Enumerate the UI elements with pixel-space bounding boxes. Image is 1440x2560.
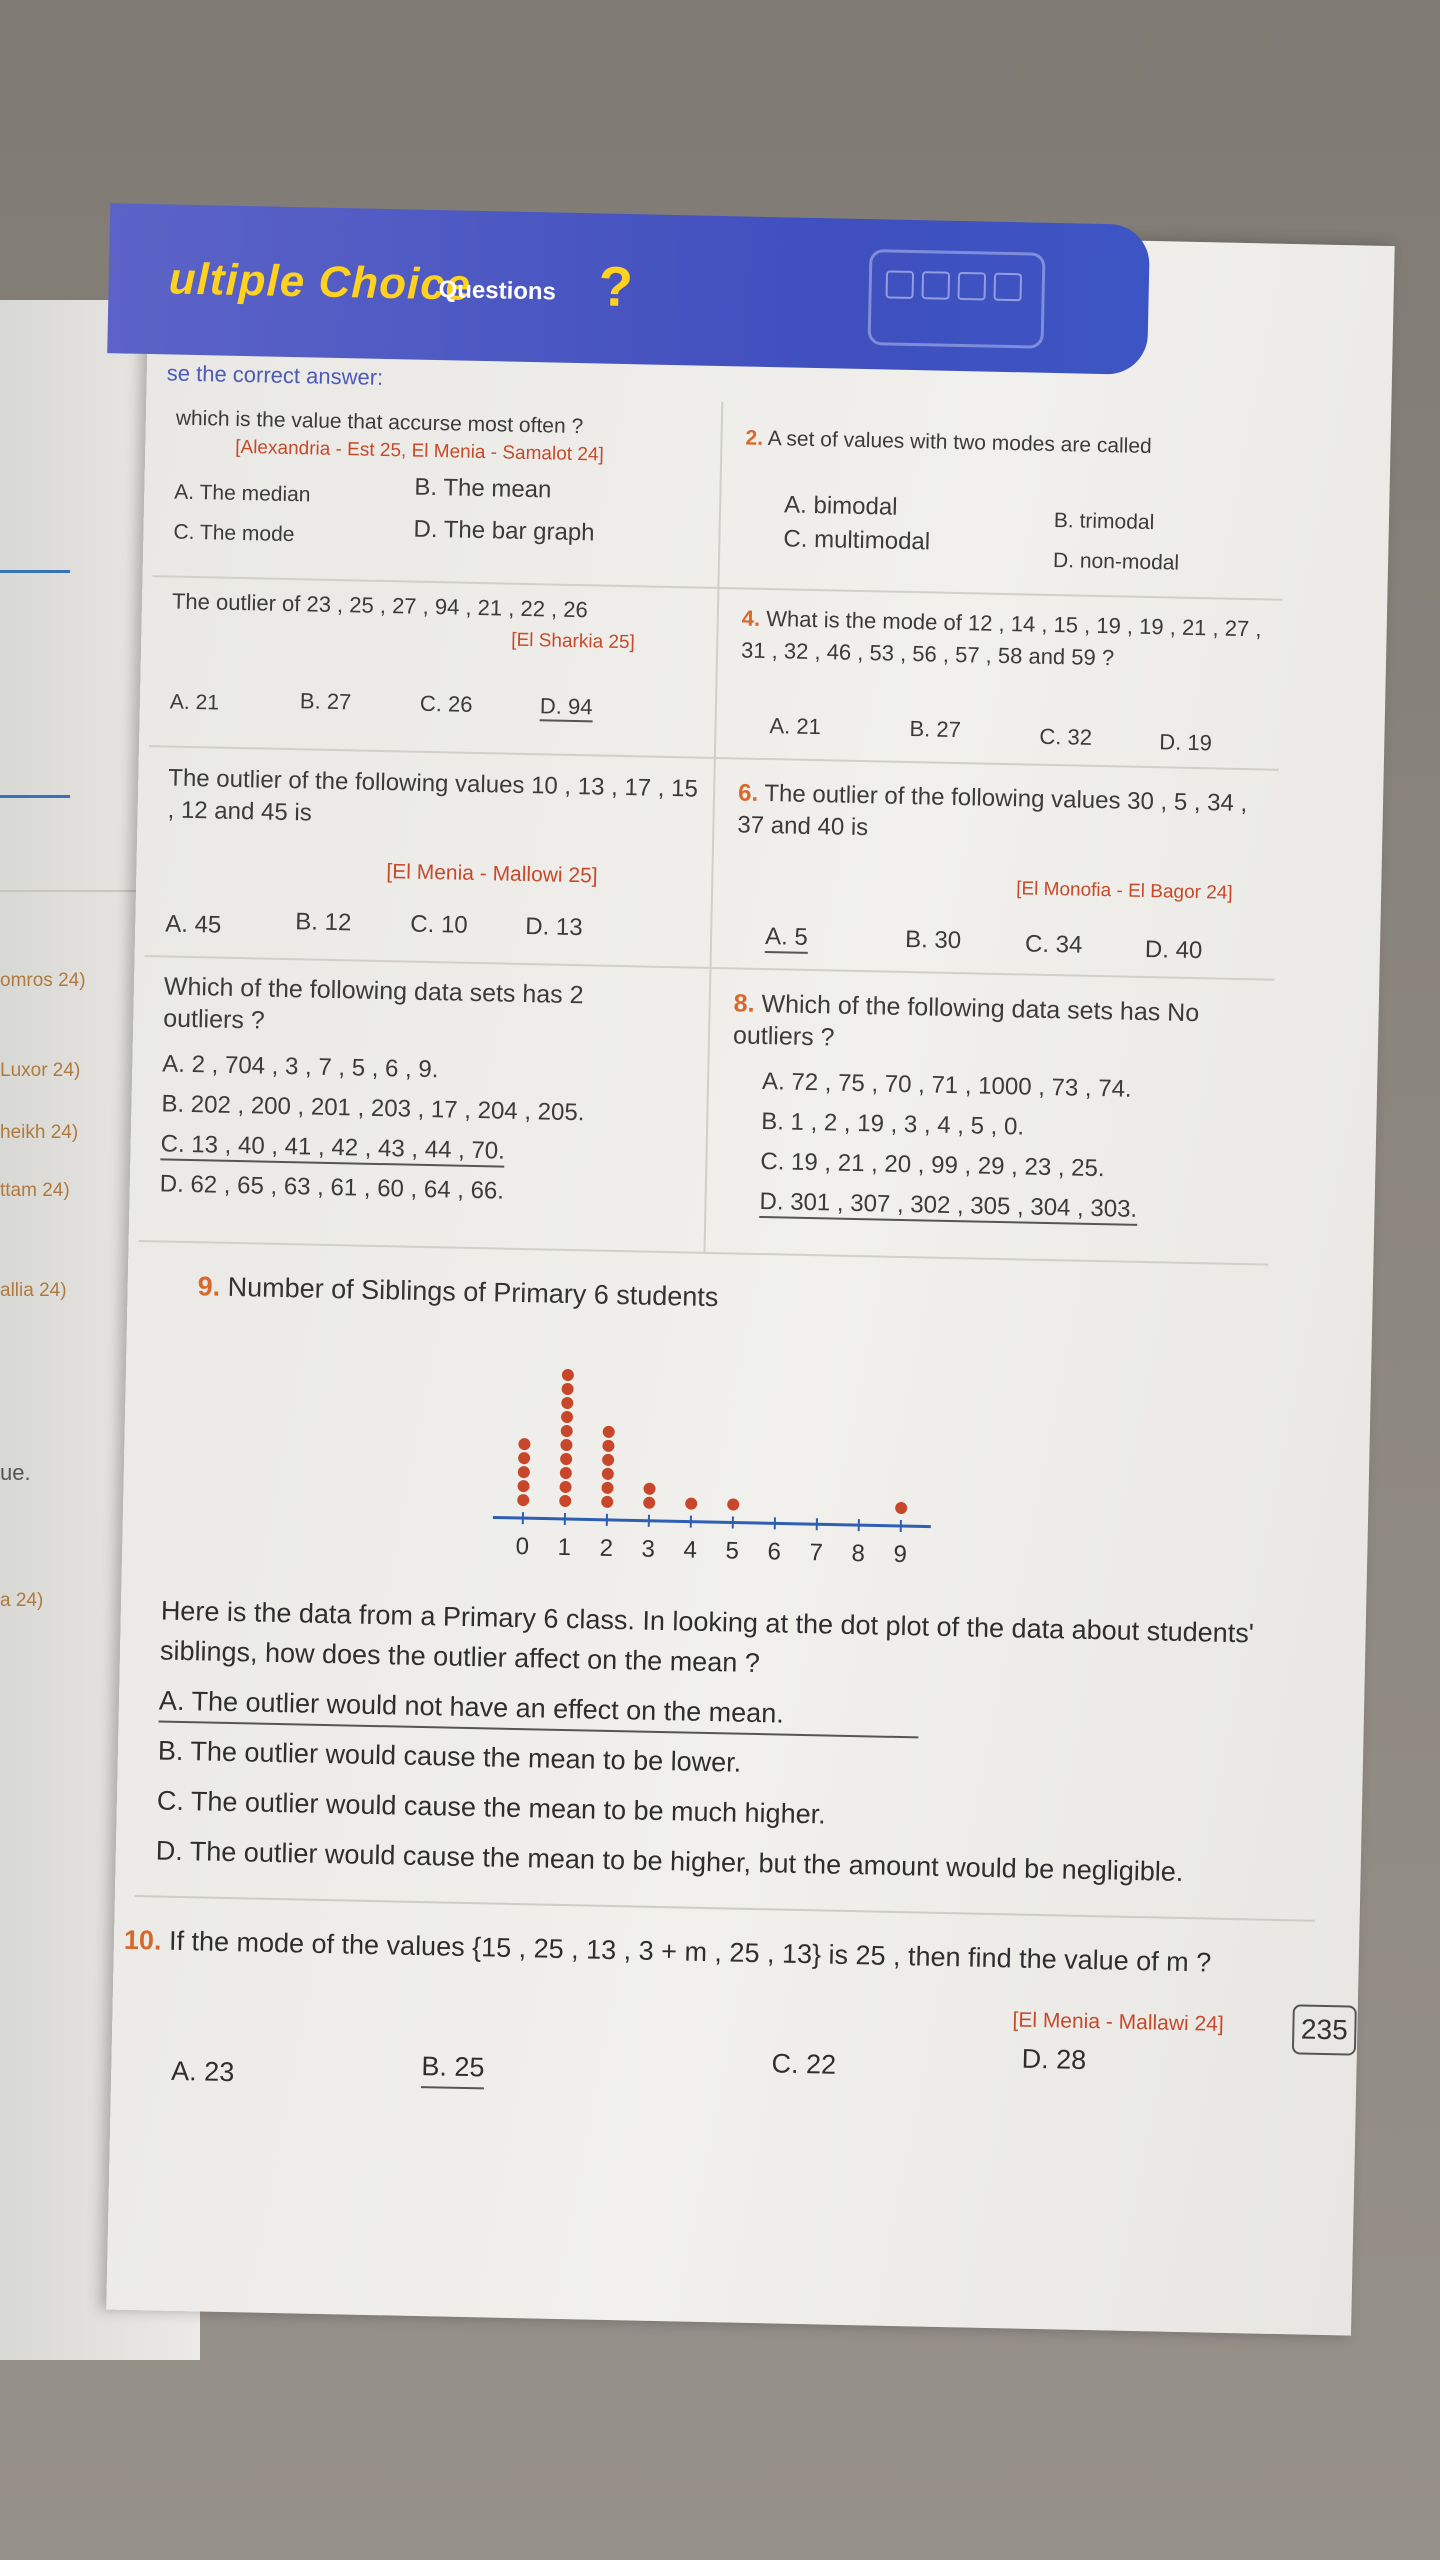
question-5-text: The outlier of the following values 10 , 13 , 17 , 15 , 12 and 45 is <box>167 764 699 827</box>
section-divider <box>135 1895 1315 1922</box>
questions-grid <box>139 390 1287 1263</box>
siblings-dot-plot <box>482 1327 987 1587</box>
section-banner <box>107 203 1150 375</box>
question-5-option-d[interactable]: D. 13 <box>525 913 583 942</box>
question-4-number: 4. <box>741 605 761 631</box>
data-dot <box>643 1483 655 1495</box>
data-dot <box>517 1494 529 1506</box>
question-6-option-a[interactable]: A. 5 <box>765 923 808 954</box>
left-fragment: ttam 24) <box>0 1180 70 1201</box>
question-5-option-c[interactable]: C. 10 <box>410 910 468 939</box>
question-2-option-b[interactable]: B. trimodal <box>1053 508 1155 535</box>
question-7-option-d[interactable]: D. 62 , 65 , 63 , 61 , 60 , 64 , 66. <box>159 1170 505 1205</box>
question-9-option-d[interactable]: D. The outlier would cause the mean to be higher, but the amount would be negligible. <box>155 1835 1184 1887</box>
question-10-option-d[interactable]: D. 28 <box>1021 2043 1087 2076</box>
tick-label: 4 <box>683 1536 698 1564</box>
question-mark-icon: ? <box>598 254 634 319</box>
question-6-option-c[interactable]: C. 34 <box>1024 930 1083 959</box>
question-4-option-c[interactable]: C. 32 <box>1039 723 1093 750</box>
question-4-option-b[interactable]: B. 27 <box>909 716 962 743</box>
question-7-text: Which of the following data sets has 2 outliers ? <box>162 972 584 1035</box>
data-dot <box>602 1440 614 1452</box>
data-dot <box>643 1497 655 1509</box>
question-3-text: The outlier of 23 , 25 , 27 , 94 , 21 , 22 , 26 <box>171 588 589 623</box>
question-5-source: [El Menia - Mallowi 25] <box>386 860 598 888</box>
question-1-option-a[interactable]: A. The median <box>174 480 311 507</box>
left-rule <box>0 795 70 798</box>
left-fragment: omros 24) <box>0 970 86 991</box>
question-6-source: [El Monofia - El Bagor 24] <box>1015 878 1233 904</box>
question-1-option-d[interactable]: D. The bar graph <box>413 515 595 547</box>
question-6-option-d[interactable]: D. 40 <box>1144 935 1203 965</box>
question-2-text: A set of values with two modes are called <box>767 426 1152 459</box>
tick-label: 6 <box>767 1538 782 1566</box>
data-dot <box>895 1502 907 1514</box>
question-8-option-a[interactable]: A. 72 , 75 , 70 , 71 , 1000 , 73 , 74. <box>761 1068 1132 1103</box>
question-10-option-c[interactable]: C. 22 <box>771 2048 837 2080</box>
question-9-option-a[interactable]: A. The outlier would not have an effect on the mean. <box>159 1681 920 1739</box>
question-3-option-c[interactable]: C. 26 <box>419 690 473 717</box>
question-10-number: 10. <box>123 1924 162 1956</box>
tick-label: 3 <box>641 1535 656 1563</box>
question-6-text: The outlier of the following values 30 , 5 , 34 , 37 and 40 is <box>737 779 1248 842</box>
question-4-option-a[interactable]: A. 21 <box>769 713 822 740</box>
question-1-source: [Alexandria - Est 25, El Menia - Samalot 24] <box>235 436 604 466</box>
data-dot <box>559 1495 571 1507</box>
question-10-text: If the mode of the values {15 , 25 , 13 , 3 + m , 25 , 13} is 25 , then find the value of m ? <box>168 1925 1212 1978</box>
question-7-option-b[interactable]: B. 202 , 200 , 201 , 203 , 17 , 204 , 205. <box>161 1090 585 1127</box>
question-3-option-a[interactable]: A. 21 <box>169 690 220 715</box>
instruction-text: se the correct answer: <box>166 360 384 390</box>
banner-subtitle: Questions <box>438 276 557 306</box>
data-dot <box>559 1481 571 1493</box>
question-2-option-a[interactable]: A. bimodal <box>783 491 898 521</box>
left-fragment: ue. <box>0 1460 31 1485</box>
data-dot <box>603 1426 615 1438</box>
data-dot <box>561 1383 573 1395</box>
question-9-number: 9. <box>197 1271 221 1302</box>
question-4-option-d[interactable]: D. 19 <box>1159 729 1213 756</box>
data-dot <box>560 1467 572 1479</box>
question-6-number: 6. <box>737 779 759 807</box>
question-8-text: Which of the following data sets has No outliers ? <box>732 989 1200 1052</box>
tick-label: 9 <box>893 1540 908 1569</box>
question-5-option-b[interactable]: B. 12 <box>295 908 352 937</box>
question-1-text: which is the value that accurse most often ? <box>175 406 584 439</box>
data-dot <box>685 1497 697 1509</box>
question-9-option-c[interactable]: C. The outlier would cause the mean to be much higher. <box>156 1785 826 1830</box>
question-5-option-a[interactable]: A. 45 <box>164 910 222 939</box>
question-7-option-c[interactable]: C. 13 , 40 , 41 , 42 , 43 , 44 , 70. <box>160 1130 505 1167</box>
tick-label: 5 <box>725 1537 740 1565</box>
data-dot <box>517 1480 529 1492</box>
data-dot <box>601 1496 613 1508</box>
keyboard-icon <box>868 249 1046 349</box>
left-fragment: a 24) <box>0 1590 44 1611</box>
question-2-option-c[interactable]: C. multimodal <box>783 525 931 556</box>
left-fragment: allia 24) <box>0 1280 67 1301</box>
question-10-option-b[interactable]: B. 25 <box>421 2046 485 2089</box>
data-dot <box>518 1466 530 1478</box>
left-rule <box>0 570 70 573</box>
question-3-option-d[interactable]: D. 94 <box>540 693 593 722</box>
data-dot <box>560 1439 572 1451</box>
question-8-option-b[interactable]: B. 1 , 2 , 19 , 3 , 4 , 5 , 0. <box>760 1108 1025 1141</box>
tick-label: 0 <box>515 1532 530 1561</box>
question-10-option-a[interactable]: A. 23 <box>170 2055 235 2088</box>
data-dot <box>601 1482 613 1494</box>
question-1-option-b[interactable]: B. The mean <box>414 473 552 504</box>
data-dot <box>561 1397 573 1409</box>
banner-title: ultiple Choice <box>168 254 472 310</box>
question-2-number: 2. <box>745 426 764 450</box>
data-dot <box>518 1452 530 1464</box>
data-dot <box>561 1425 573 1437</box>
page-number: 235 <box>1292 2004 1357 2055</box>
question-3-option-b[interactable]: B. 27 <box>299 688 352 715</box>
question-8-option-d[interactable]: D. 301 , 307 , 302 , 305 , 304 , 303. <box>759 1188 1137 1226</box>
question-8-option-c[interactable]: C. 19 , 21 , 20 , 99 , 29 , 23 , 25. <box>760 1147 1105 1183</box>
question-2-option-d[interactable]: D. non-modal <box>1052 548 1180 575</box>
data-dot <box>562 1369 574 1381</box>
number-line <box>493 1517 931 1526</box>
data-dot <box>561 1411 573 1423</box>
question-7-option-a[interactable]: A. 2 , 704 , 3 , 7 , 5 , 6 , 9. <box>162 1050 439 1084</box>
tick-label: 1 <box>557 1533 572 1562</box>
question-6-option-b[interactable]: B. 30 <box>904 925 962 955</box>
question-8-number: 8. <box>733 989 755 1018</box>
question-10-source: [El Menia - Mallawi 24] <box>1012 2008 1224 2036</box>
question-3-source: [El Sharkia 25] <box>511 629 636 654</box>
data-dot <box>727 1498 739 1510</box>
data-dot <box>602 1468 614 1480</box>
tick-label: 2 <box>599 1534 614 1562</box>
left-fragment: Luxor 24) <box>0 1060 81 1081</box>
question-9-text: Here is the data from a Primary 6 class. In looking at the dot plot of the data about students' siblings, how does the outlier affect on the mean ? <box>159 1595 1255 1679</box>
left-fragment: heikh 24) <box>0 1122 79 1143</box>
data-dot <box>560 1453 572 1465</box>
question-4-text: What is the mode of 12 , 14 , 15 , 19 , 19 , 21 , 27 , 31 , 32 , 46 , 53 , 56 , 57 , 58 and 59 ? <box>740 605 1262 671</box>
question-9-title: 9. Number of Siblings of Primary 6 students <box>197 1271 719 1313</box>
tick-label: 8 <box>851 1539 866 1568</box>
data-dot <box>602 1454 614 1466</box>
tick-label: 7 <box>809 1539 824 1567</box>
question-1-option-c[interactable]: C. The mode <box>173 520 295 547</box>
question-9-option-b[interactable]: B. The outlier would cause the mean to be lower. <box>157 1735 742 1778</box>
data-dot <box>518 1438 530 1450</box>
workbook-page <box>106 220 1394 2336</box>
